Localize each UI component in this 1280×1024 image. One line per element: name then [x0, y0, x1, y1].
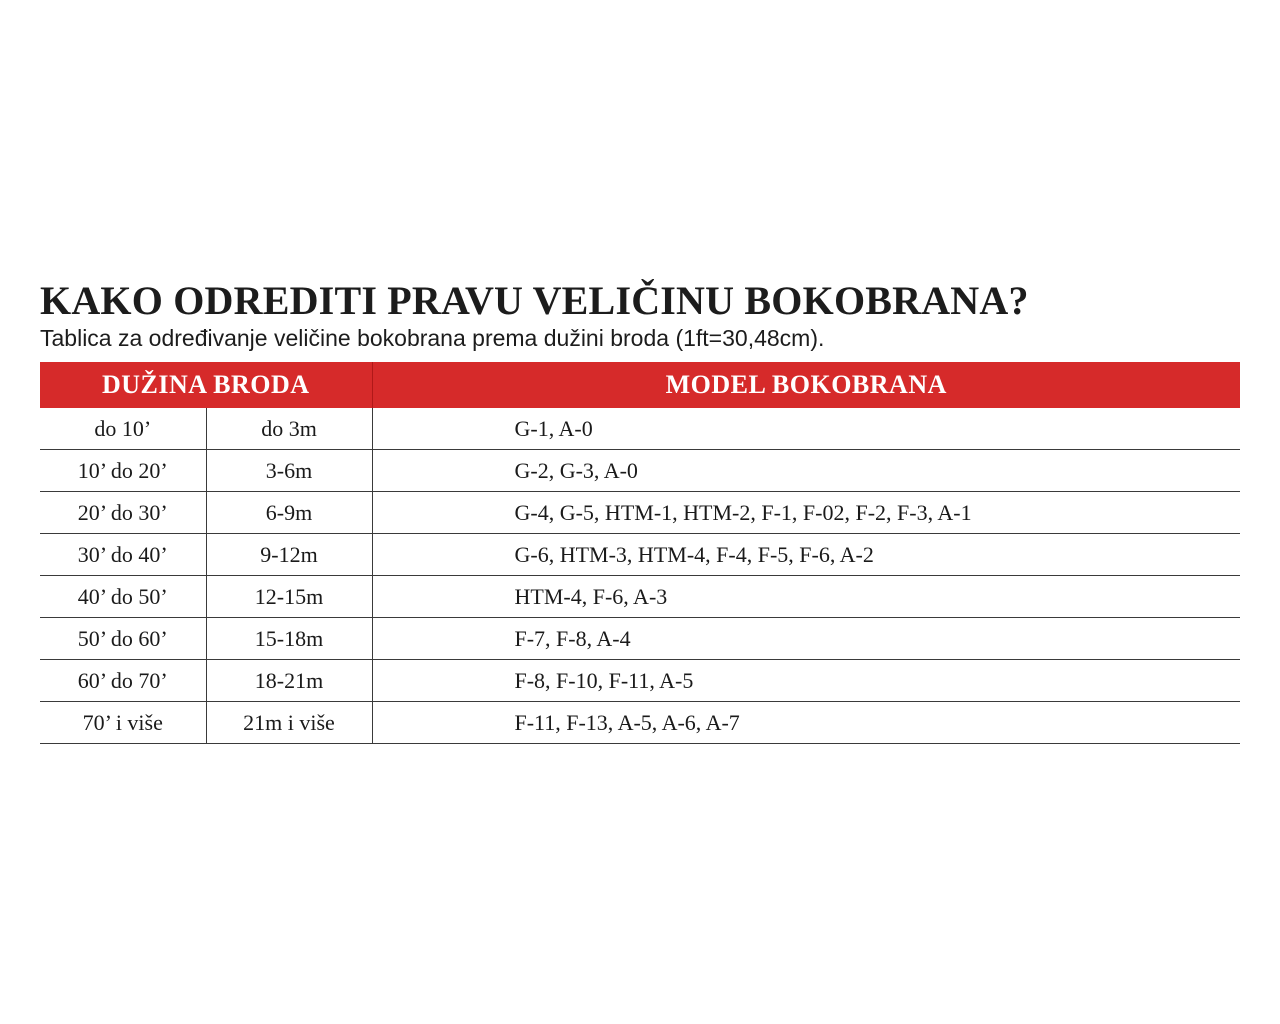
- cell-fender-models: F-8, F-10, F-11, A-5: [372, 660, 1240, 702]
- cell-length-meters: 15-18m: [206, 618, 372, 660]
- cell-length-feet: 10’ do 20’: [40, 450, 206, 492]
- cell-length-feet: 30’ do 40’: [40, 534, 206, 576]
- table-row: [40, 450, 1240, 492]
- cell-length-feet: 50’ do 60’: [40, 618, 206, 660]
- cell-length-meters: do 3m: [206, 408, 372, 450]
- cell-fender-models: G-6, HTM-3, HTM-4, F-4, F-5, F-6, A-2: [372, 534, 1240, 576]
- header-boat-length: DUŽINA BRODA: [40, 362, 372, 408]
- cell-fender-models: F-11, F-13, A-5, A-6, A-7: [372, 702, 1240, 744]
- table-row: [40, 408, 1240, 450]
- cell-length-meters: 12-15m: [206, 576, 372, 618]
- cell-fender-models: G-2, G-3, A-0: [372, 450, 1240, 492]
- cell-length-meters: 9-12m: [206, 534, 372, 576]
- cell-length-feet: do 10’: [40, 408, 206, 450]
- cell-length-meters: 18-21m: [206, 660, 372, 702]
- cell-length-meters: 3-6m: [206, 450, 372, 492]
- table-row: [40, 534, 1240, 576]
- page-title: KAKO ODREDITI PRAVU VELIČINU BOKOBRANA?: [40, 278, 1029, 323]
- cell-fender-models: G-1, A-0: [372, 408, 1240, 450]
- table-row: [40, 618, 1240, 660]
- header-fender-model: MODEL BOKOBRANA: [372, 362, 1240, 408]
- cell-length-feet: 40’ do 50’: [40, 576, 206, 618]
- cell-length-meters: 21m i više: [206, 702, 372, 744]
- cell-length-meters: 6-9m: [206, 492, 372, 534]
- table-row: [40, 660, 1240, 702]
- fender-size-table: [40, 362, 1240, 744]
- table-header-row: [40, 362, 1240, 408]
- table-row: [40, 492, 1240, 534]
- cell-length-feet: 20’ do 30’: [40, 492, 206, 534]
- cell-length-feet: 60’ do 70’: [40, 660, 206, 702]
- cell-length-feet: 70’ i više: [40, 702, 206, 744]
- cell-fender-models: HTM-4, F-6, A-3: [372, 576, 1240, 618]
- cell-fender-models: F-7, F-8, A-4: [372, 618, 1240, 660]
- fender-size-sheet: [40, 278, 1240, 744]
- page-subtitle: Tablica za određivanje veličine bokobrana prema dužini broda (1ft=30,48cm).: [40, 325, 825, 351]
- cell-fender-models: G-4, G-5, HTM-1, HTM-2, F-1, F-02, F-2, F-3, A-1: [372, 492, 1240, 534]
- table-row: [40, 576, 1240, 618]
- table-row: [40, 702, 1240, 744]
